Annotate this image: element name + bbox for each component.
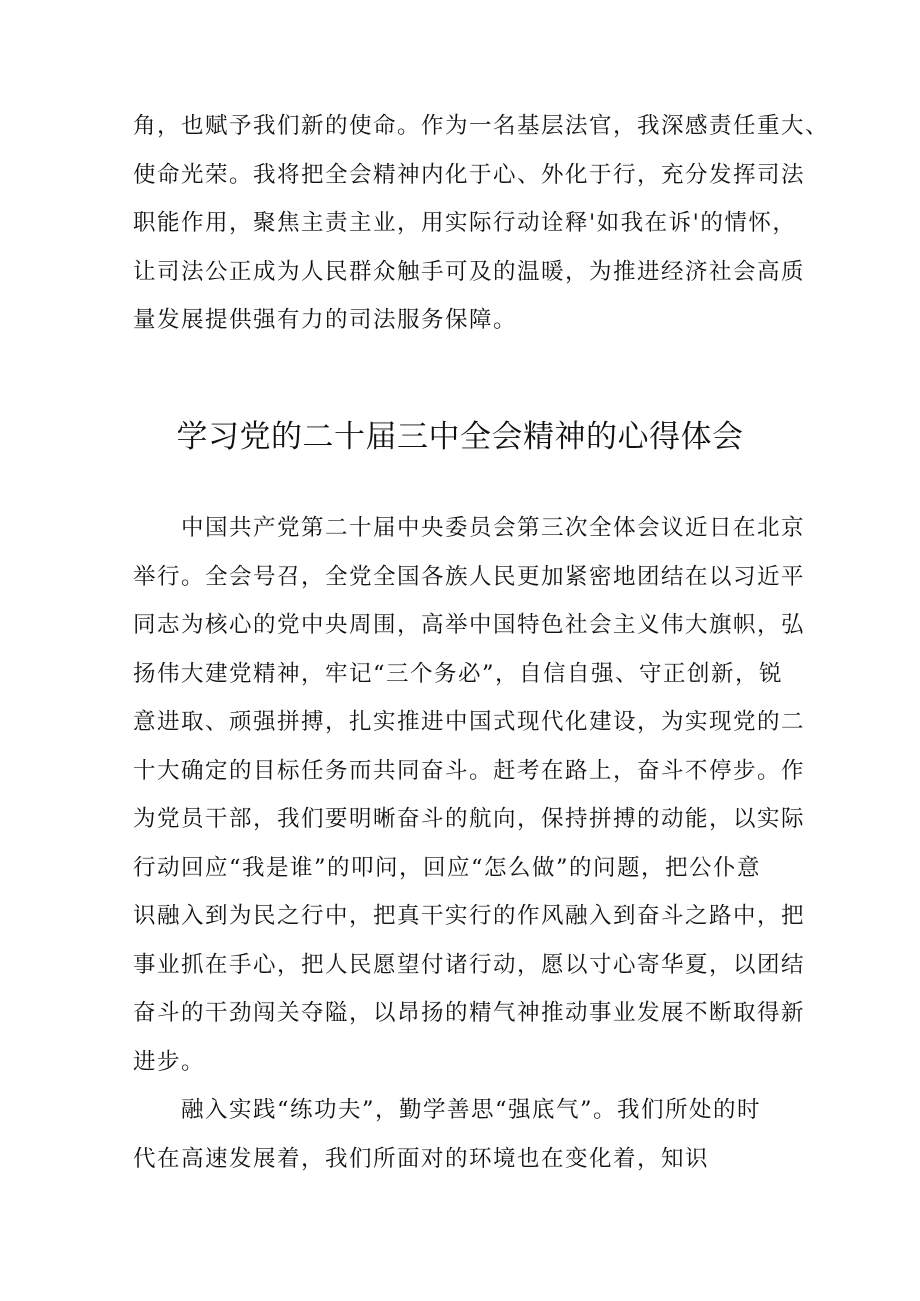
text-line: 奋斗的干劲闯关夺隘，以昂扬的精气神推动事业发展不断取得新: [133, 1000, 806, 1026]
text-line: 行动回应“我是谁”的叩问，回应“怎么做”的问题，把公仆意: [133, 854, 762, 881]
text-line: 角，也赋予我们新的使命。作为一名基层法官，我深感责任重大、: [133, 113, 830, 139]
text-line: 量发展提供强有力的司法服务保障。: [133, 307, 518, 333]
text-line: 代在高速发展着，我们所面对的环境也在变化着，知识: [133, 1145, 710, 1172]
article-paragraph-2: [133, 1086, 793, 1183]
text-line: 识融入到为民之行中，把真干实行的作风融入到奋斗之路中，把: [133, 903, 806, 929]
article-title: 学习党的二十届三中全会精神的心得体会: [176, 419, 744, 455]
text-line: 为党员干部，我们要明晰奋斗的航向，保持拼搏的动能，以实际: [133, 806, 806, 832]
text-line: 事业抓在手心，把人民愿望付诸行动，愿以寸心寄华夏，以团结: [133, 951, 806, 978]
text-line: 使命光荣。我将把全会精神内化于心、外化于行，充分发挥司法: [133, 161, 806, 188]
text-line: 意进取、顽强拼搏，扎实推进中国式现代化建设，为实现党的二: [133, 709, 806, 735]
article-paragraph-1: [133, 504, 806, 1086]
text-line: 举行。全会号召，全党全国各族人民更加紧密地团结在以习近平: [133, 563, 806, 590]
intro-paragraph: [133, 102, 830, 345]
text-line: 进步。: [133, 1048, 206, 1075]
text-line: 让司法公正成为人民群众触手可及的温暖，为推进经济社会高质: [133, 258, 806, 285]
text-line: 融入实践“练功夫”，勤学善思“强底气”。我们所处的时: [181, 1097, 762, 1123]
text-line: 职能作用，聚焦主责主业，用实际行动诠释'如我在诉'的情怀，: [133, 210, 797, 236]
text-line: 扬伟大建党精神，牢记“三个务必”，自信自强、守正创新，锐: [133, 660, 784, 687]
text-line: 同志为核心的党中央周围，高举中国特色社会主义伟大旗帜，弘: [133, 612, 806, 638]
text-line: 中国共产党第二十届中央委员会第三次全体会议近日在北京: [181, 515, 806, 541]
text-line: 十大确定的目标任务而共同奋斗。赶考在路上，奋斗不停步。作: [133, 757, 806, 784]
